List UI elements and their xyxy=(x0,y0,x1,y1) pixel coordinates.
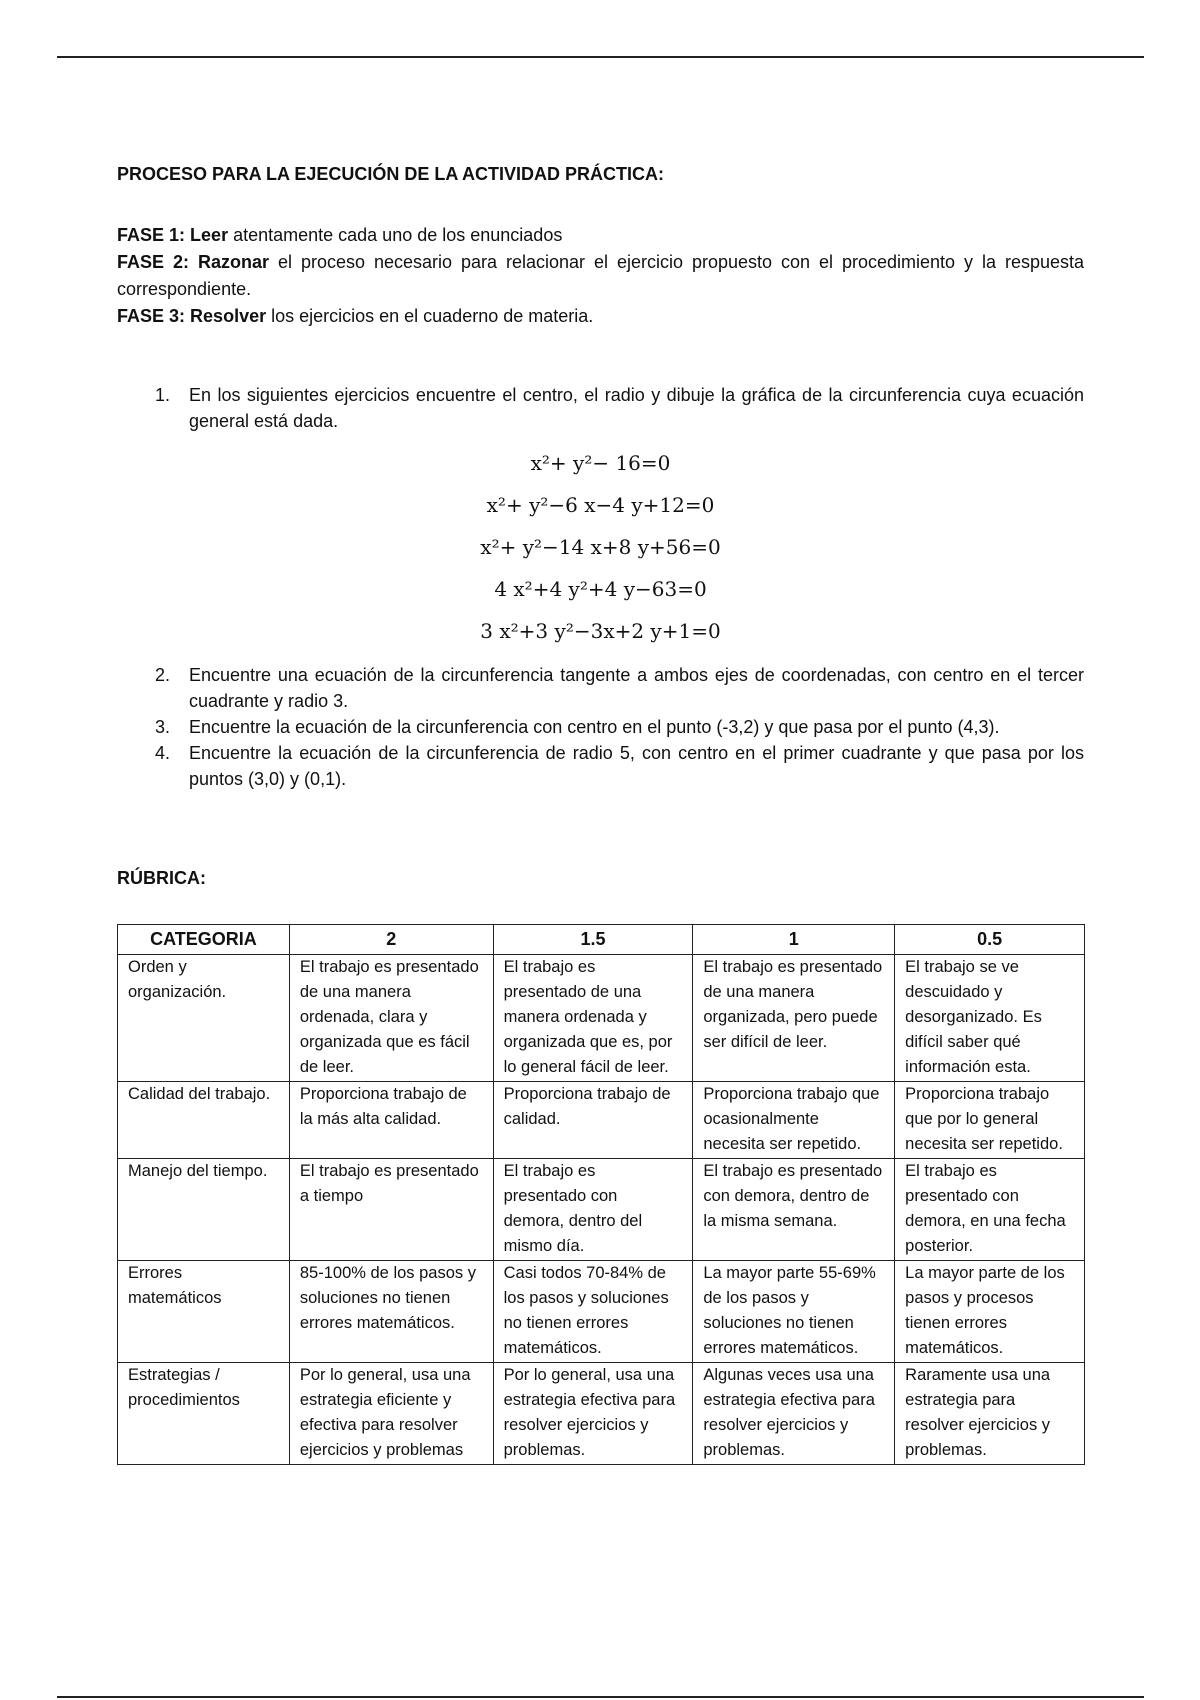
table-cell: El trabajo es presentado de una manera organizada, pero puede ser difícil de leer. xyxy=(693,955,895,1082)
equation: 4 x²+4 y²+4 y−63=0 xyxy=(494,577,707,601)
phase-text: los ejercicios en el cuaderno de materia. xyxy=(266,306,594,326)
table-cell: El trabajo es presentado con demora, dentro de la misma semana. xyxy=(693,1159,895,1261)
table-cell: Por lo general, usa una estrategia eficiente y efectiva para resolver ejercicios y problemas xyxy=(289,1363,493,1465)
equation: x²+ y²− 16=0 xyxy=(530,451,671,475)
exercise-item xyxy=(117,714,1084,740)
exercise-text: Encuentre la ecuación de la circunferencia con centro en el punto (-3,2) y que pasa por el punto (4,3). xyxy=(189,717,1000,737)
exercise-number: 1. xyxy=(155,385,171,405)
table-cell: El trabajo es presentado a tiempo xyxy=(289,1159,493,1261)
equation: 3 x²+3 y²−3x+2 y+1=0 xyxy=(480,619,721,643)
phase-verb: Resolver xyxy=(190,306,267,326)
category-cell: Calidad del trabajo. xyxy=(118,1082,290,1159)
table-cell: La mayor parte 55-69% de los pasos y soluciones no tienen errores matemáticos. xyxy=(693,1261,895,1363)
phase-2 xyxy=(117,249,1084,303)
table-cell: El trabajo es presentado de una manera ordenada y organizada que es, por lo general fácil de leer. xyxy=(493,955,693,1082)
header-score-1-5: 1.5 xyxy=(493,925,693,955)
table-cell: El trabajo es presentado de una manera ordenada, clara y organizada que es fácil de leer. xyxy=(289,955,493,1082)
exercise-number: 3. xyxy=(155,717,171,737)
table-row xyxy=(118,1082,1085,1159)
header-score-2: 2 xyxy=(289,925,493,955)
table-row xyxy=(118,1159,1085,1261)
table-cell: Proporciona trabajo de la más alta calidad. xyxy=(289,1082,493,1159)
header-score-1: 1 xyxy=(693,925,895,955)
table-cell: Raramente usa una estrategia para resolver ejercicios y problemas. xyxy=(895,1363,1085,1465)
table-cell: El trabajo se ve descuidado y desorganizado. Es difícil saber qué información esta. xyxy=(895,955,1085,1082)
table-row xyxy=(118,1261,1085,1363)
header-score-0-5: 0.5 xyxy=(895,925,1085,955)
exercise-text: Encuentre la ecuación de la circunferencia de radio 5, con centro en el primer cuadrante y que pasa por los puntos (3,0) y (0,1). xyxy=(189,743,1084,789)
table-cell: El trabajo es presentado con demora, dentro del mismo día. xyxy=(493,1159,693,1261)
table-cell: El trabajo es presentado con demora, en una fecha posterior. xyxy=(895,1159,1085,1261)
exercise-list xyxy=(117,382,1084,792)
table-cell: Por lo general, usa una estrategia efectiva para resolver ejercicios y problemas. xyxy=(493,1363,693,1465)
table-cell: Proporciona trabajo que ocasionalmente necesita ser repetido. xyxy=(693,1082,895,1159)
exercise-text: En los siguientes ejercicios encuentre el centro, el radio y dibuje la gráfica de la circunferencia cuya ecuación general está dada. xyxy=(189,385,1084,431)
phase-text: atentamente cada uno de los enunciados xyxy=(228,225,563,245)
table-cell: 85-100% de los pasos y soluciones no tienen errores matemáticos. xyxy=(289,1261,493,1363)
phases-list xyxy=(117,222,1084,330)
exercise-number: 2. xyxy=(155,665,171,685)
exercise-item xyxy=(117,382,1084,434)
rubric-header-row xyxy=(118,925,1085,955)
phase-verb: Leer xyxy=(190,225,229,245)
exercise-text: Encuentre una ecuación de la circunferencia tangente a ambos ejes de coordenadas, con centro en el tercer cuadrante y radio 3. xyxy=(189,665,1084,711)
footer-rule xyxy=(57,1696,1144,1698)
phase-text: el proceso necesario para relacionar el ejercicio propuesto con el procedimiento y la respuesta correspondiente. xyxy=(117,252,1084,299)
phase-label: FASE 3: xyxy=(117,306,186,326)
process-title: PROCESO PARA LA EJECUCIÓN DE LA ACTIVIDAD PRÁCTICA: xyxy=(117,164,665,184)
equation: x²+ y²−6 x−4 y+12=0 xyxy=(486,493,715,517)
table-row xyxy=(118,1363,1085,1465)
table-cell: Proporciona trabajo que por lo general necesita ser repetido. xyxy=(895,1082,1085,1159)
phase-label: FASE 2: xyxy=(117,252,189,272)
table-cell: Proporciona trabajo de calidad. xyxy=(493,1082,693,1159)
header-category: CATEGORIA xyxy=(118,925,290,955)
phase-label: FASE 1: xyxy=(117,225,186,245)
category-cell: Estrategias / procedimientos xyxy=(118,1363,290,1465)
phase-1 xyxy=(117,222,1084,249)
equation-list xyxy=(117,442,1084,652)
table-cell: Algunas veces usa una estrategia efectiva para resolver ejercicios y problemas. xyxy=(693,1363,895,1465)
table-row xyxy=(118,955,1085,1082)
category-cell: Orden y organización. xyxy=(118,955,290,1082)
category-cell: Errores matemáticos xyxy=(118,1261,290,1363)
category-cell: Manejo del tiempo. xyxy=(118,1159,290,1261)
header-rule xyxy=(57,56,1144,58)
phase-3 xyxy=(117,303,1084,330)
rubric-title: RÚBRICA: xyxy=(117,868,206,888)
rubric-table xyxy=(117,924,1085,1465)
exercise-number: 4. xyxy=(155,743,171,763)
phase-verb: Razonar xyxy=(197,252,269,272)
exercise-item xyxy=(117,662,1084,714)
table-cell: Casi todos 70-84% de los pasos y soluciones no tienen errores matemáticos. xyxy=(493,1261,693,1363)
exercise-item xyxy=(117,740,1084,792)
equation: x²+ y²−14 x+8 y+56=0 xyxy=(480,535,721,559)
table-cell: La mayor parte de los pasos y procesos tienen errores matemáticos. xyxy=(895,1261,1085,1363)
